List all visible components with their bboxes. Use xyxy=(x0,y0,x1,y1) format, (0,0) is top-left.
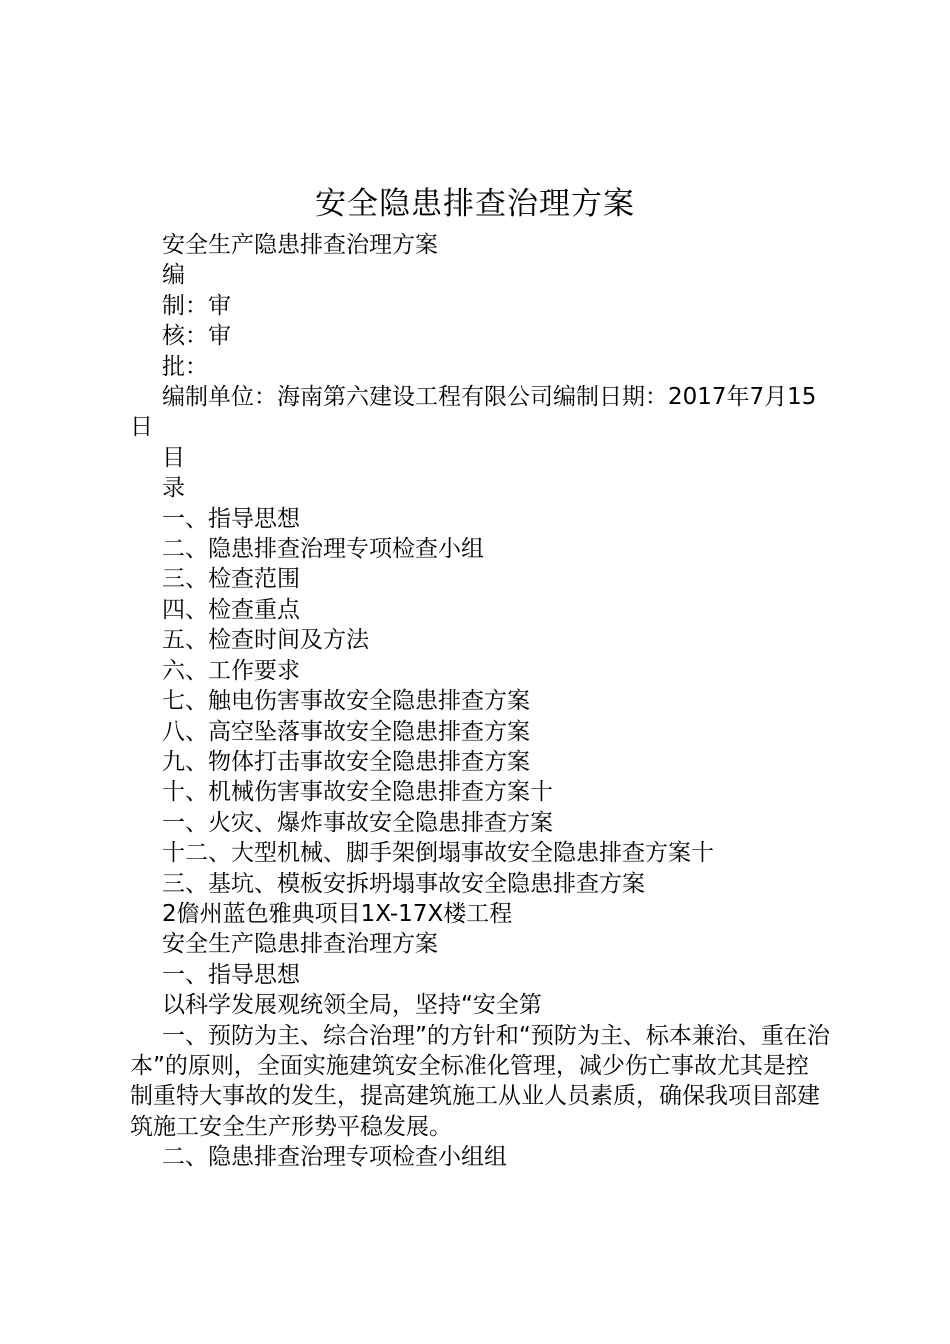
toc-item: 十二、大型机械、脚手架倒塌事故安全隐患排查方案十 xyxy=(162,840,714,867)
compiler-label: 编 xyxy=(162,262,185,289)
approver-label: 批： xyxy=(162,353,208,380)
section-heading: 二、隐患排查治理专项检查小组组 xyxy=(162,1144,507,1171)
body-paragraph: 一、预防为主、综合治理”的方针和“预防为主、标本兼治、重在治本”的原则，全面实施建筑安全标准化管理，减少伤亡事故尤其是控制重特大事故的发生，提高建筑施工从业人员素质，确保我项目部建筑施工安全生产形势平稳发展。 xyxy=(130,1022,830,1140)
document-body xyxy=(130,230,830,1173)
toc-item: 一、指导思想 xyxy=(162,505,300,532)
document-title: 安全隐患排查治理方案 xyxy=(315,186,635,222)
toc-item: 九、物体打击事故安全隐患排查方案 xyxy=(162,748,530,775)
toc-item: 三、基坑、模板安拆坍塌事故安全隐患排查方案 xyxy=(162,870,645,897)
toc-item: 四、检查重点 xyxy=(162,596,300,623)
project-name: 2儋州蓝色雅典项目1X-17X楼工程 xyxy=(162,900,513,927)
section-heading: 一、指导思想 xyxy=(162,961,300,988)
body-paragraph: 以科学发展观统领全局，坚持“安全第 xyxy=(162,992,542,1019)
toc-item: 七、触电伤害事故安全隐患排查方案 xyxy=(162,688,530,715)
plan-subtitle: 安全生产隐患排查治理方案 xyxy=(162,232,438,258)
toc-item: 二、隐患排查治理专项检查小组 xyxy=(162,536,484,563)
compiling-unit-date: 编制单位：海南第六建设工程有限公司编制日期：2017年7月15日 xyxy=(130,384,817,441)
toc-heading-part1: 目 xyxy=(162,444,185,471)
section-title: 安全生产隐患排查治理方案 xyxy=(162,931,438,958)
reviewer-approver-label: 核：审 xyxy=(162,323,231,350)
toc-item: 十、机械伤害事故安全隐患排查方案十 xyxy=(162,779,553,806)
toc-item: 三、检查范围 xyxy=(162,566,300,593)
toc-item: 六、工作要求 xyxy=(162,657,300,684)
toc-heading-part2: 录 xyxy=(162,475,185,502)
toc-item: 八、高空坠落事故安全隐患排查方案 xyxy=(162,718,530,745)
toc-item: 一、火灾、爆炸事故安全隐患排查方案 xyxy=(162,809,553,836)
compiler-reviewer-label: 制：审 xyxy=(162,292,231,319)
toc-item: 五、检查时间及方法 xyxy=(162,627,369,654)
